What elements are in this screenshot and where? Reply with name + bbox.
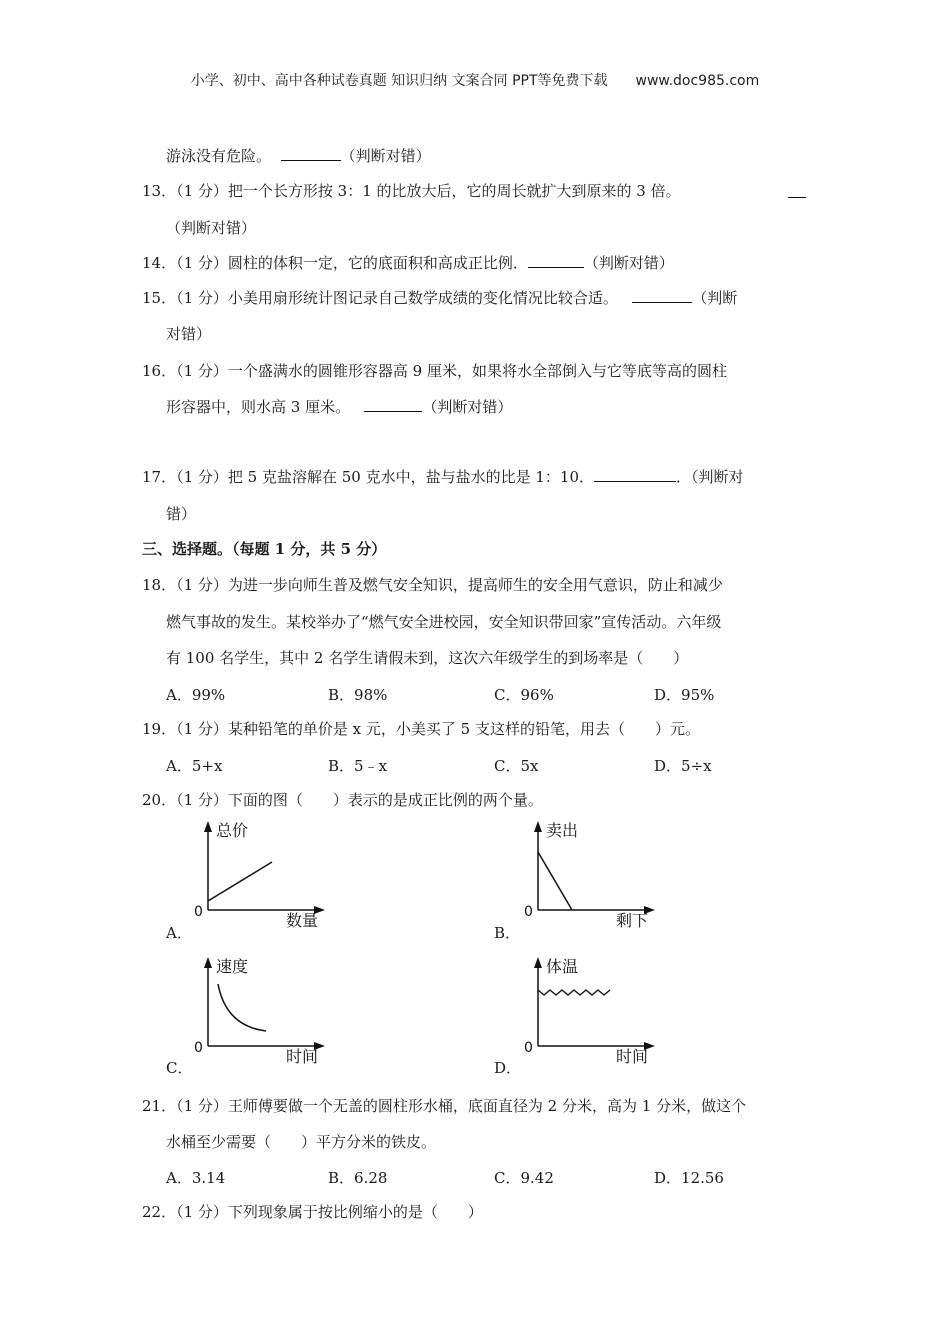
option-a[interactable]: A．99% bbox=[166, 686, 226, 704]
question-13: 13．（1 分）把一个长方形按 3：1 的比放大后，它的周长就扩大到原来的 3 倍。 bbox=[142, 182, 681, 200]
x-axis-label: 剩下 bbox=[616, 911, 649, 930]
question-19: 19．（1 分）某种铅笔的单价是 x 元，小美买了 5 支这样的铅笔，用去（ ）元。 bbox=[142, 720, 700, 738]
answer-blank[interactable] bbox=[364, 397, 422, 412]
origin-label: 0 bbox=[194, 1040, 203, 1056]
question-21: 21．（1 分）王师傅要做一个无盖的圆柱形水桶，底面直径为 2 分米，高为 1 分米，做这个 bbox=[142, 1097, 747, 1115]
y-axis-arrow bbox=[534, 957, 542, 968]
graph-c-plot bbox=[190, 954, 340, 1066]
zigzag-line bbox=[538, 990, 610, 995]
answer-blank[interactable] bbox=[528, 253, 584, 268]
question-22: 22．（1 分）下列现象属于按比例缩小的是（ ） bbox=[142, 1203, 483, 1221]
x-axis-label: 数量 bbox=[286, 911, 319, 930]
question-15-continuation: 对错） bbox=[166, 325, 212, 343]
y-axis-label: 速度 bbox=[216, 957, 249, 976]
graph-b[interactable] bbox=[520, 818, 670, 930]
question-17: 17．（1 分）把 5 克盐溶解在 50 克水中，盐与盐水的比是 1：10． ．（判断对 bbox=[142, 468, 744, 486]
question-16: 16．（1 分）一个盛满水的圆锥形容器高 9 厘米，如果将水全部倒入与它等底等高的圆柱 bbox=[142, 362, 727, 380]
page-header bbox=[0, 70, 950, 90]
y-axis-arrow bbox=[204, 957, 212, 968]
question-13-continuation: （判断对错） bbox=[166, 219, 257, 237]
graph-d-plot bbox=[520, 954, 670, 1066]
question-18: 18．（1 分）为进一步向师生普及燃气安全知识，提高师生的安全用气意识，防止和减少 bbox=[142, 576, 723, 594]
option-d[interactable]: D．5÷x bbox=[654, 757, 712, 775]
origin-label: 0 bbox=[524, 904, 533, 920]
graph-c[interactable] bbox=[190, 954, 340, 1066]
header-text: 小学、初中、高中各种试卷真题 知识归纳 文案合同 PPT等免费下载 bbox=[190, 73, 608, 89]
decreasing-line bbox=[538, 852, 572, 910]
graph-b-label[interactable]: B． bbox=[494, 924, 521, 942]
answer-blank[interactable] bbox=[632, 288, 692, 303]
option-a[interactable]: A．3.14 bbox=[166, 1169, 226, 1187]
proportional-line bbox=[208, 862, 272, 901]
y-axis-label: 卖出 bbox=[546, 821, 579, 840]
x-axis-label: 时间 bbox=[616, 1047, 649, 1066]
y-axis-label: 体温 bbox=[546, 957, 579, 976]
inverse-curve bbox=[218, 984, 266, 1031]
origin-label: 0 bbox=[194, 904, 203, 920]
option-b[interactable]: B．5﹣x bbox=[328, 757, 388, 775]
section-heading: 三、选择题。（每题 1 分，共 5 分） bbox=[142, 540, 387, 558]
answer-blank[interactable] bbox=[281, 146, 341, 161]
option-a[interactable]: A．5+x bbox=[166, 757, 223, 775]
y-axis-arrow bbox=[204, 821, 212, 832]
option-d[interactable]: D．95% bbox=[654, 686, 715, 704]
graph-a-label[interactable]: A． bbox=[166, 924, 192, 942]
graph-d-label[interactable]: D． bbox=[494, 1059, 522, 1077]
question-16-continuation: 形容器中，则水高 3 厘米。 （判断对错） bbox=[166, 398, 513, 416]
option-c[interactable]: C．96% bbox=[494, 686, 554, 704]
option-b[interactable]: B．6.28 bbox=[328, 1169, 388, 1187]
question-21-line2: 水桶至少需要（ ）平方分米的铁皮。 bbox=[166, 1133, 437, 1151]
header-url[interactable]: www.doc985.com bbox=[635, 73, 760, 89]
origin-label: 0 bbox=[524, 1040, 533, 1056]
graph-c-label[interactable]: C． bbox=[166, 1059, 193, 1077]
question-14: 14．（1 分）圆柱的体积一定，它的底面积和高成正比例． （判断对错） bbox=[142, 254, 674, 272]
graph-d[interactable] bbox=[520, 954, 670, 1066]
graph-a-plot bbox=[190, 818, 340, 930]
option-c[interactable]: C．9.42 bbox=[494, 1169, 554, 1187]
option-c[interactable]: C．5x bbox=[494, 757, 539, 775]
question-17-continuation: 错） bbox=[166, 505, 197, 523]
question-18-line2: 燃气事故的发生。某校举办了“燃气安全进校园，安全知识带回家”宣传活动。六年级 bbox=[166, 613, 722, 631]
option-b[interactable]: B．98% bbox=[328, 686, 388, 704]
answer-blank[interactable] bbox=[594, 467, 676, 482]
option-d[interactable]: D．12.56 bbox=[654, 1169, 724, 1187]
question-15: 15．（1 分）小美用扇形统计图记录自己数学成绩的变化情况比较合适。 （判断 bbox=[142, 289, 738, 307]
x-axis-label: 时间 bbox=[286, 1047, 319, 1066]
question-12-continuation: 游泳没有危险。 （判断对错） bbox=[166, 147, 431, 165]
question-20: 20．（1 分）下面的图（ ）表示的是成正比例的两个量。 bbox=[142, 791, 543, 809]
graph-b-plot bbox=[520, 818, 670, 930]
answer-blank[interactable] bbox=[788, 183, 806, 198]
question-18-line3: 有 100 名学生，其中 2 名学生请假未到，这次六年级学生的到场率是（ ） bbox=[166, 649, 689, 667]
y-axis-label: 总价 bbox=[216, 821, 249, 840]
y-axis-arrow bbox=[534, 821, 542, 832]
graph-a[interactable] bbox=[190, 818, 340, 930]
